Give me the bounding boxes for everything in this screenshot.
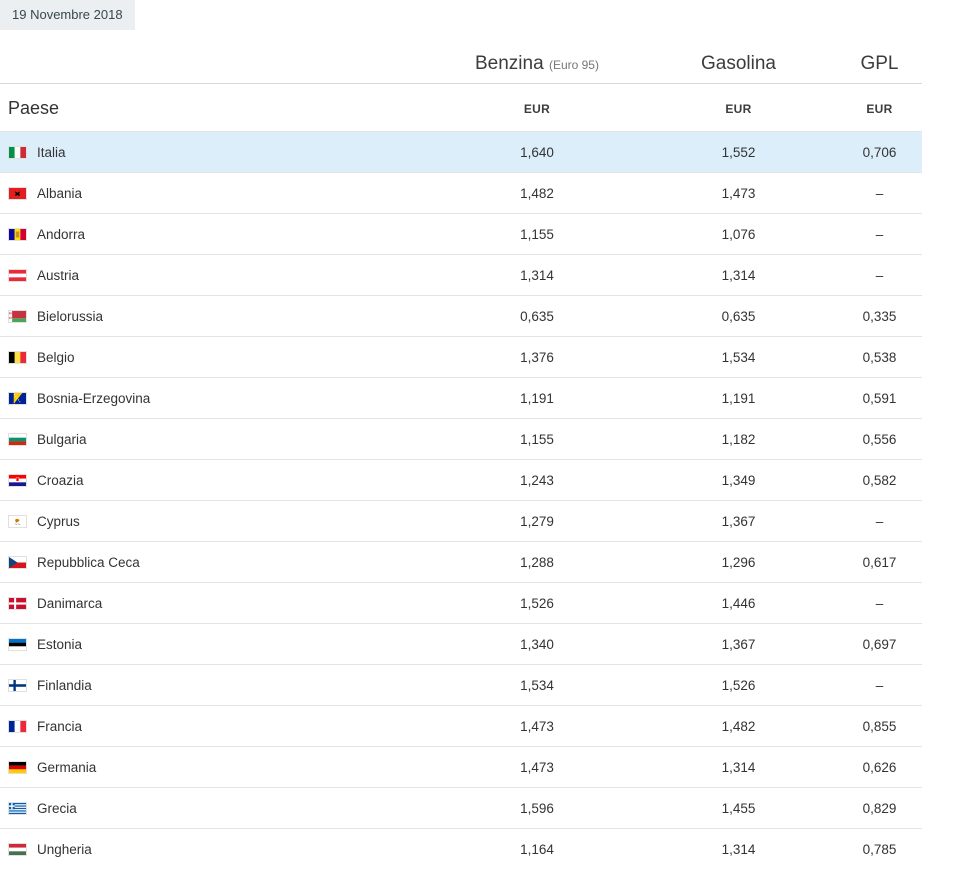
row-country-cell (0, 337, 434, 378)
flag-icon (8, 392, 27, 405)
price-gpl: 0,335 (837, 296, 922, 337)
header-fuel-gasolina (640, 30, 837, 84)
header-unit-gpl: EUR (837, 84, 922, 132)
price-gasolina: 1,367 (640, 624, 837, 665)
price-gasolina: 1,296 (640, 542, 837, 583)
price-gasolina: 1,314 (640, 829, 837, 869)
header-fuel-benzina-label: Benzina (475, 53, 544, 74)
row-country-cell (0, 624, 434, 665)
row-country-cell (0, 706, 434, 747)
fuel-price-table-container (0, 30, 964, 869)
price-benzina: 1,164 (434, 829, 640, 869)
flag-icon (8, 556, 27, 569)
country-name: Belgio (37, 350, 75, 365)
row-country-cell (0, 788, 434, 829)
flag-icon (8, 679, 27, 692)
row-country-cell (0, 747, 434, 788)
table-row[interactable] (0, 296, 922, 337)
table-row[interactable] (0, 788, 922, 829)
flag-icon (8, 351, 27, 364)
price-gasolina: 1,473 (640, 173, 837, 214)
price-gpl: 0,829 (837, 788, 922, 829)
price-gpl: 0,697 (837, 624, 922, 665)
country-name: Italia (37, 145, 66, 160)
row-country-cell (0, 501, 434, 542)
table-row[interactable] (0, 829, 922, 869)
price-gasolina: 1,314 (640, 747, 837, 788)
price-gpl: 0,556 (837, 419, 922, 460)
price-gasolina: 1,367 (640, 501, 837, 542)
price-gpl: 0,785 (837, 829, 922, 869)
country-name: Bulgaria (37, 432, 87, 447)
table-row[interactable] (0, 542, 922, 583)
price-benzina: 1,534 (434, 665, 640, 706)
price-gasolina: 1,076 (640, 214, 837, 255)
flag-icon (8, 146, 27, 159)
header-spacer (0, 30, 434, 84)
flag-icon (8, 638, 27, 651)
flag-icon (8, 597, 27, 610)
table-row[interactable] (0, 173, 922, 214)
price-gpl: – (837, 501, 922, 542)
header-unit-benzina: EUR (434, 84, 640, 132)
price-benzina: 0,635 (434, 296, 640, 337)
flag-icon (8, 515, 27, 528)
table-body (0, 132, 922, 869)
country-name: Ungheria (37, 842, 92, 857)
flag-icon (8, 474, 27, 487)
row-country-cell (0, 583, 434, 624)
table-row[interactable] (0, 255, 922, 296)
table-row[interactable] (0, 747, 922, 788)
price-gpl: 0,626 (837, 747, 922, 788)
price-benzina: 1,640 (434, 132, 640, 173)
row-country-cell (0, 255, 434, 296)
table-row[interactable] (0, 583, 922, 624)
flag-icon (8, 720, 27, 733)
country-name: Albania (37, 186, 82, 201)
price-benzina: 1,155 (434, 419, 640, 460)
price-gpl: 0,706 (837, 132, 922, 173)
header-fuel-benzina (434, 30, 640, 84)
row-country-cell (0, 460, 434, 501)
price-gasolina: 1,455 (640, 788, 837, 829)
price-gpl: – (837, 255, 922, 296)
price-gasolina: 1,446 (640, 583, 837, 624)
date-badge: 19 Novembre 2018 (0, 0, 135, 30)
country-name: Finlandia (37, 678, 92, 693)
header-unit-gasolina: EUR (640, 84, 837, 132)
row-country-cell (0, 214, 434, 255)
country-name: Repubblica Ceca (37, 555, 140, 570)
country-name: Austria (37, 268, 79, 283)
header-fuel-benzina-sub: (Euro 95) (549, 58, 599, 72)
row-country-cell (0, 378, 434, 419)
price-benzina: 1,243 (434, 460, 640, 501)
row-country-cell (0, 419, 434, 460)
flag-icon (8, 761, 27, 774)
price-benzina: 1,279 (434, 501, 640, 542)
flag-icon (8, 433, 27, 446)
country-name: Francia (37, 719, 82, 734)
table-row[interactable] (0, 460, 922, 501)
price-gpl: 0,538 (837, 337, 922, 378)
price-gasolina: 1,191 (640, 378, 837, 419)
price-gasolina: 1,314 (640, 255, 837, 296)
price-gpl: 0,582 (837, 460, 922, 501)
price-gasolina: 1,349 (640, 460, 837, 501)
country-name: Andorra (37, 227, 85, 242)
country-name: Croazia (37, 473, 84, 488)
price-gasolina: 1,534 (640, 337, 837, 378)
header-fuel-gpl (837, 30, 922, 84)
price-gpl: 0,617 (837, 542, 922, 583)
country-name: Cyprus (37, 514, 80, 529)
price-benzina: 1,473 (434, 706, 640, 747)
price-benzina: 1,340 (434, 624, 640, 665)
price-benzina: 1,191 (434, 378, 640, 419)
price-gasolina: 1,182 (640, 419, 837, 460)
price-benzina: 1,482 (434, 173, 640, 214)
row-country-cell (0, 296, 434, 337)
flag-icon (8, 228, 27, 241)
price-benzina: 1,376 (434, 337, 640, 378)
header-fuel-gasolina-label: Gasolina (701, 53, 776, 74)
row-country-cell (0, 132, 434, 173)
table-row[interactable] (0, 624, 922, 665)
table-row[interactable] (0, 501, 922, 542)
price-gasolina: 1,552 (640, 132, 837, 173)
price-benzina: 1,314 (434, 255, 640, 296)
table-row[interactable] (0, 665, 922, 706)
flag-icon (8, 843, 27, 856)
table-row[interactable] (0, 419, 922, 460)
table-header (0, 30, 922, 132)
flag-icon (8, 187, 27, 200)
header-fuel-gpl-label: GPL (860, 53, 898, 74)
table-row[interactable] (0, 706, 922, 747)
price-gpl: 0,855 (837, 706, 922, 747)
row-country-cell (0, 542, 434, 583)
country-name: Bielorussia (37, 309, 103, 324)
table-row[interactable] (0, 132, 922, 173)
country-name: Grecia (37, 801, 77, 816)
row-country-cell (0, 173, 434, 214)
flag-icon (8, 269, 27, 282)
table-row[interactable] (0, 378, 922, 419)
price-gpl: – (837, 173, 922, 214)
price-benzina: 1,526 (434, 583, 640, 624)
header-row-units (0, 84, 922, 132)
price-gasolina: 1,482 (640, 706, 837, 747)
country-name: Bosnia-Erzegovina (37, 391, 150, 406)
price-gpl: – (837, 214, 922, 255)
price-gasolina: 1,526 (640, 665, 837, 706)
price-gpl: – (837, 583, 922, 624)
row-country-cell (0, 665, 434, 706)
country-name: Germania (37, 760, 96, 775)
price-benzina: 1,473 (434, 747, 640, 788)
fuel-price-table (0, 30, 922, 869)
price-gpl: 0,591 (837, 378, 922, 419)
table-row[interactable] (0, 337, 922, 378)
price-gpl: – (837, 665, 922, 706)
flag-icon (8, 310, 27, 323)
country-name: Estonia (37, 637, 82, 652)
header-country-label: Paese (0, 84, 434, 132)
header-row-fuels (0, 30, 922, 84)
price-benzina: 1,155 (434, 214, 640, 255)
flag-icon (8, 802, 27, 815)
price-gasolina: 0,635 (640, 296, 837, 337)
row-country-cell (0, 829, 434, 869)
table-row[interactable] (0, 214, 922, 255)
price-benzina: 1,596 (434, 788, 640, 829)
country-name: Danimarca (37, 596, 102, 611)
price-benzina: 1,288 (434, 542, 640, 583)
